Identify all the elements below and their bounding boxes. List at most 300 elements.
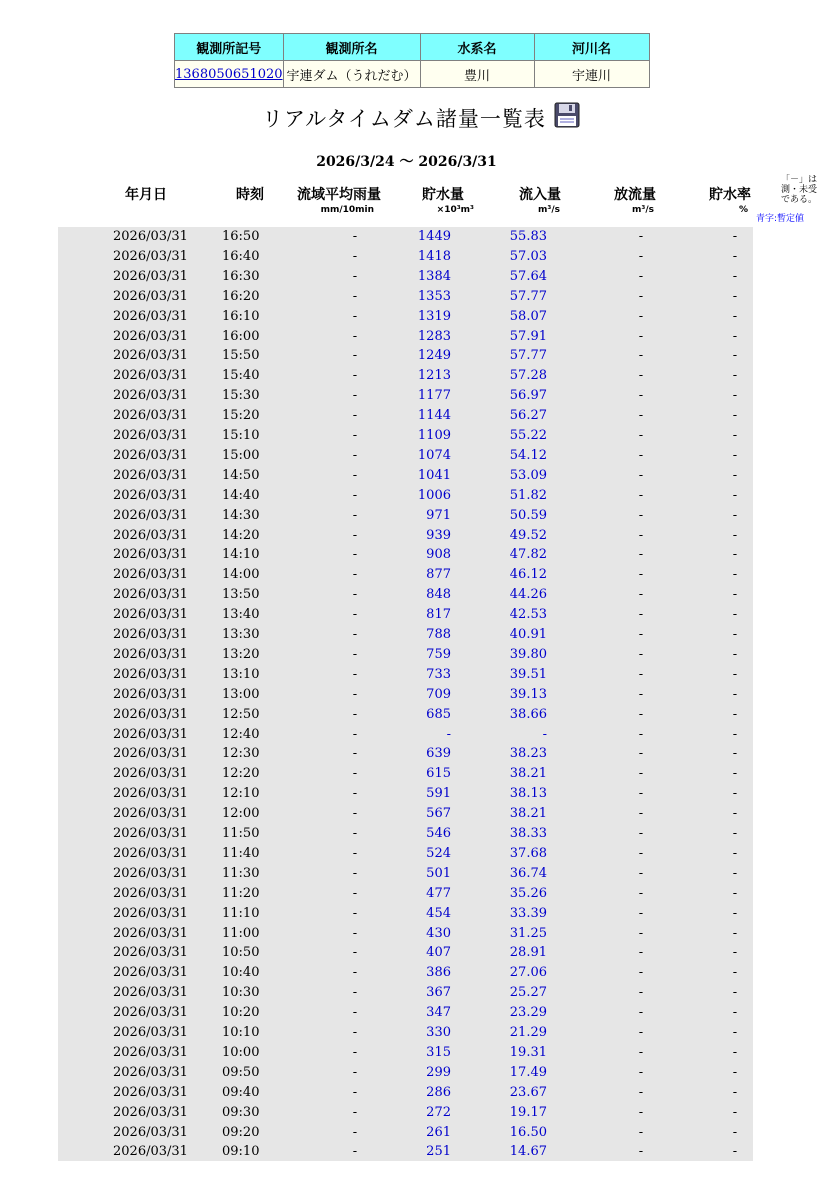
cell-date: 2026/03/31 (113, 268, 188, 284)
cell-storage: 286 (426, 1084, 451, 1100)
page-title-area (262, 100, 580, 136)
cell-rate: - (732, 1005, 738, 1021)
cell-rain: - (352, 1064, 358, 1080)
cell-inflow: 56.97 (509, 388, 547, 404)
cell-inflow: 23.29 (509, 1005, 547, 1021)
cell-inflow: 28.91 (509, 945, 547, 961)
cell-outflow: - (638, 368, 644, 384)
river-name-cell: 宇連川 (534, 61, 649, 88)
table-row (58, 1123, 753, 1143)
cell-date: 2026/03/31 (113, 467, 188, 483)
cell-storage: 1074 (417, 447, 451, 463)
cell-inflow: 57.91 (509, 328, 547, 344)
cell-outflow: - (638, 766, 644, 782)
cell-outflow: - (638, 826, 644, 841)
cell-rain: - (352, 965, 358, 981)
table-row (58, 446, 753, 466)
cell-date: 2026/03/31 (113, 607, 188, 623)
cell-outflow: - (638, 248, 644, 264)
cell-inflow: 53.09 (509, 467, 547, 483)
cell-storage: 759 (426, 646, 451, 662)
cell-storage: 272 (426, 1104, 451, 1120)
cell-storage: 454 (426, 905, 451, 921)
cell-storage: 430 (426, 925, 451, 941)
cell-time: 10:40 (222, 965, 260, 981)
table-row (58, 267, 753, 287)
cell-rain: - (352, 428, 358, 443)
cell-outflow: - (638, 507, 644, 523)
cell-inflow: 38.33 (509, 826, 547, 841)
header-inflow: 流入量 (519, 187, 561, 203)
cell-date: 2026/03/31 (113, 229, 188, 244)
cell-inflow: 54.12 (509, 447, 547, 463)
cell-outflow: - (638, 348, 644, 364)
cell-date: 2026/03/31 (113, 766, 188, 782)
cell-storage: 639 (426, 746, 451, 762)
cell-rate: - (732, 1104, 738, 1120)
cell-rain: - (352, 308, 358, 324)
cell-rain: - (352, 447, 358, 463)
cell-outflow: - (638, 547, 644, 563)
cell-outflow: - (638, 865, 644, 881)
cell-storage: 1319 (417, 308, 451, 324)
cell-date: 2026/03/31 (113, 1124, 188, 1140)
cell-time: 09:20 (222, 1124, 260, 1140)
cell-date: 2026/03/31 (113, 686, 188, 702)
cell-rate: - (732, 865, 738, 881)
table-row (58, 307, 753, 327)
cell-rain: - (352, 766, 358, 782)
table-row (58, 725, 753, 745)
legend-note-line: である。 (781, 195, 817, 205)
cell-outflow: - (638, 845, 644, 861)
cell-inflow: 31.25 (509, 925, 547, 941)
cell-date: 2026/03/31 (113, 1144, 188, 1160)
table-row (58, 346, 753, 366)
cell-outflow: - (638, 567, 644, 583)
cell-date: 2026/03/31 (113, 826, 188, 841)
cell-date: 2026/03/31 (113, 328, 188, 344)
station-code-link[interactable]: 1368050651020 (175, 66, 283, 82)
cell-date: 2026/03/31 (113, 945, 188, 961)
cell-time: 13:10 (222, 666, 260, 682)
cell-storage: 1177 (417, 388, 451, 404)
cell-inflow: 38.66 (509, 706, 547, 722)
cell-rate: - (732, 885, 738, 901)
cell-date: 2026/03/31 (113, 726, 188, 742)
cell-time: 15:00 (222, 447, 260, 463)
cell-outflow: - (638, 746, 644, 762)
table-row (58, 963, 753, 983)
cell-rain: - (352, 706, 358, 722)
table-row (58, 1043, 753, 1063)
table-row (58, 924, 753, 944)
cell-storage: 1213 (417, 368, 451, 384)
cell-storage: 330 (426, 1025, 451, 1040)
cell-rain: - (352, 885, 358, 901)
cell-time: 11:10 (222, 905, 260, 921)
cell-outflow: - (638, 806, 644, 822)
cell-time: 16:40 (222, 248, 260, 264)
table-row (58, 287, 753, 307)
station-name-header: 観測所名 (283, 34, 420, 61)
cell-inflow: 35.26 (509, 885, 547, 901)
cell-time: 10:10 (222, 1025, 260, 1040)
cell-date: 2026/03/31 (113, 587, 188, 603)
table-row (58, 366, 753, 386)
cell-storage: 817 (426, 607, 451, 623)
cell-rain: - (352, 627, 358, 642)
cell-time: 12:00 (222, 806, 260, 822)
cell-rate: - (732, 288, 738, 304)
cell-storage: 939 (426, 527, 451, 543)
cell-outflow: - (638, 328, 644, 344)
cell-rate: - (732, 607, 738, 623)
cell-rain: - (352, 905, 358, 921)
cell-outflow: - (638, 666, 644, 682)
table-row (58, 983, 753, 1003)
cell-date: 2026/03/31 (113, 487, 188, 503)
cell-date: 2026/03/31 (113, 885, 188, 901)
table-row (58, 665, 753, 685)
cell-date: 2026/03/31 (113, 1044, 188, 1060)
cell-inflow: 39.80 (509, 646, 547, 662)
cell-storage: 546 (426, 826, 451, 841)
cell-outflow: - (638, 925, 644, 941)
cell-inflow: 46.12 (509, 567, 547, 583)
cell-inflow: 21.29 (509, 1025, 547, 1040)
cell-rain: - (352, 726, 358, 742)
cell-outflow: - (638, 1124, 644, 1140)
cell-rate: - (732, 666, 738, 682)
cell-rain: - (352, 945, 358, 961)
legend-note (781, 175, 817, 205)
cell-time: 16:20 (222, 288, 260, 304)
table-row (58, 466, 753, 486)
cell-rain: - (352, 487, 358, 503)
cell-rain: - (352, 1084, 358, 1100)
cell-outflow: - (638, 447, 644, 463)
cell-time: 11:40 (222, 845, 260, 861)
save-floppy-icon[interactable] (554, 102, 580, 128)
cell-rate: - (732, 1124, 738, 1140)
river-name-header: 河川名 (534, 34, 649, 61)
cell-inflow: 23.67 (509, 1084, 547, 1100)
cell-date: 2026/03/31 (113, 925, 188, 941)
cell-date: 2026/03/31 (113, 527, 188, 543)
table-row (58, 327, 753, 347)
unit-inflow: m³/s (538, 205, 560, 215)
cell-rain: - (352, 348, 358, 364)
cell-date: 2026/03/31 (113, 706, 188, 722)
cell-rate: - (732, 905, 738, 921)
cell-inflow: 39.51 (509, 666, 547, 682)
cell-time: 09:40 (222, 1084, 260, 1100)
cell-storage: - (446, 726, 451, 742)
cell-rain: - (352, 806, 358, 822)
cell-rain: - (352, 368, 358, 384)
cell-outflow: - (638, 786, 644, 802)
cell-inflow: 42.53 (509, 607, 547, 623)
cell-storage: 1283 (417, 328, 451, 344)
table-row (58, 406, 753, 426)
table-row (58, 1023, 753, 1043)
cell-time: 12:50 (222, 706, 260, 722)
period-range: 2026/3/24 〜 2026/3/31 (316, 154, 497, 170)
cell-inflow: 40.91 (509, 627, 547, 642)
cell-storage: 347 (426, 1005, 451, 1021)
station-code-header: 観測所記号 (175, 34, 284, 61)
table-row (58, 764, 753, 784)
cell-outflow: - (638, 985, 644, 1001)
cell-storage: 709 (426, 686, 451, 702)
cell-rate: - (732, 428, 738, 443)
cell-storage: 591 (426, 786, 451, 802)
cell-rate: - (732, 348, 738, 364)
table-row (58, 1083, 753, 1103)
cell-inflow: 33.39 (509, 905, 547, 921)
cell-rain: - (352, 507, 358, 523)
cell-rate: - (732, 447, 738, 463)
table-row (58, 904, 753, 924)
station-info-header-row (175, 34, 650, 61)
cell-outflow: - (638, 587, 644, 603)
cell-time: 09:10 (222, 1144, 260, 1160)
cell-rain: - (352, 547, 358, 563)
table-row (58, 784, 753, 804)
table-row (58, 804, 753, 824)
cell-outflow: - (638, 1064, 644, 1080)
cell-rate: - (732, 268, 738, 284)
cell-outflow: - (638, 487, 644, 503)
cell-rain: - (352, 1124, 358, 1140)
cell-rain: - (352, 288, 358, 304)
cell-inflow: 58.07 (509, 308, 547, 324)
cell-storage: 685 (426, 706, 451, 722)
cell-rate: - (732, 388, 738, 404)
cell-outflow: - (638, 945, 644, 961)
legend-note-line: 測・未受 (781, 185, 817, 195)
cell-date: 2026/03/31 (113, 348, 188, 364)
header-time: 時刻 (236, 187, 264, 203)
cell-outflow: - (638, 467, 644, 483)
cell-outflow: - (638, 388, 644, 404)
cell-rate: - (732, 746, 738, 762)
cell-time: 10:30 (222, 985, 260, 1001)
cell-time: 15:10 (222, 428, 260, 443)
cell-time: 14:50 (222, 467, 260, 483)
cell-outflow: - (638, 1005, 644, 1021)
cell-rain: - (352, 1044, 358, 1060)
cell-date: 2026/03/31 (113, 368, 188, 384)
cell-date: 2026/03/31 (113, 1025, 188, 1040)
cell-storage: 367 (426, 985, 451, 1001)
cell-date: 2026/03/31 (113, 1084, 188, 1100)
cell-date: 2026/03/31 (113, 865, 188, 881)
cell-outflow: - (638, 408, 644, 424)
cell-rain: - (352, 1005, 358, 1021)
table-row (58, 486, 753, 506)
cell-storage: 1041 (417, 467, 451, 483)
cell-time: 16:10 (222, 308, 260, 324)
cell-storage: 615 (426, 766, 451, 782)
cell-time: 15:50 (222, 348, 260, 364)
cell-rain: - (352, 786, 358, 802)
table-row (58, 645, 753, 665)
cell-time: 09:30 (222, 1104, 260, 1120)
cell-inflow: 38.21 (509, 806, 547, 822)
cell-storage: 407 (426, 945, 451, 961)
cell-rain: - (352, 248, 358, 264)
cell-inflow: 14.67 (509, 1144, 547, 1160)
cell-time: 10:50 (222, 945, 260, 961)
cell-time: 14:10 (222, 547, 260, 563)
cell-date: 2026/03/31 (113, 1005, 188, 1021)
cell-rate: - (732, 229, 738, 244)
cell-date: 2026/03/31 (113, 806, 188, 822)
cell-rain: - (352, 646, 358, 662)
station-code-cell (175, 61, 284, 88)
cell-rate: - (732, 507, 738, 523)
cell-inflow: 57.03 (509, 248, 547, 264)
cell-rain: - (352, 388, 358, 404)
header-storage: 貯水量 (422, 187, 464, 203)
cell-date: 2026/03/31 (113, 1104, 188, 1120)
cell-rate: - (732, 646, 738, 662)
cell-date: 2026/03/31 (113, 408, 188, 424)
cell-storage: 477 (426, 885, 451, 901)
cell-date: 2026/03/31 (113, 428, 188, 443)
table-row (58, 605, 753, 625)
cell-inflow: 27.06 (509, 965, 547, 981)
header-rate: 貯水率 (709, 187, 751, 203)
cell-date: 2026/03/31 (113, 646, 188, 662)
cell-storage: 1109 (417, 428, 451, 443)
data-table (58, 227, 753, 1161)
cell-storage: 567 (426, 806, 451, 822)
cell-outflow: - (638, 288, 644, 304)
cell-rate: - (732, 925, 738, 941)
cell-rate: - (732, 826, 738, 841)
header-rain: 流域平均雨量 (297, 187, 381, 203)
table-row (58, 705, 753, 725)
table-row (58, 1063, 753, 1083)
unit-rate: % (738, 205, 748, 215)
cell-inflow: 56.27 (509, 408, 547, 424)
table-row (58, 526, 753, 546)
cell-date: 2026/03/31 (113, 547, 188, 563)
cell-storage: 1449 (417, 229, 451, 244)
cell-outflow: - (638, 905, 644, 921)
cell-rate: - (732, 567, 738, 583)
cell-date: 2026/03/31 (113, 288, 188, 304)
cell-time: 14:40 (222, 487, 260, 503)
table-row (58, 625, 753, 645)
cell-storage: 1353 (417, 288, 451, 304)
cell-time: 11:30 (222, 865, 260, 881)
cell-date: 2026/03/31 (113, 388, 188, 404)
cell-storage: 386 (426, 965, 451, 981)
table-row (58, 506, 753, 526)
cell-storage: 1249 (417, 348, 451, 364)
water-system-cell: 豊川 (420, 61, 534, 88)
cell-rate: - (732, 627, 738, 642)
cell-inflow: 57.77 (509, 348, 547, 364)
table-row (58, 227, 753, 247)
cell-date: 2026/03/31 (113, 746, 188, 762)
cell-rate: - (732, 985, 738, 1001)
table-row (58, 386, 753, 406)
cell-date: 2026/03/31 (113, 985, 188, 1001)
cell-inflow: 55.22 (509, 428, 547, 443)
cell-outflow: - (638, 627, 644, 642)
cell-rate: - (732, 587, 738, 603)
cell-inflow: 17.49 (509, 1064, 547, 1080)
cell-rain: - (352, 587, 358, 603)
cell-storage: 261 (426, 1124, 451, 1140)
cell-time: 11:20 (222, 885, 260, 901)
cell-inflow: 36.74 (509, 865, 547, 881)
cell-outflow: - (638, 646, 644, 662)
table-row (58, 685, 753, 705)
cell-rain: - (352, 826, 358, 841)
cell-time: 13:20 (222, 646, 260, 662)
cell-outflow: - (638, 1084, 644, 1100)
cell-outflow: - (638, 686, 644, 702)
cell-inflow: 55.83 (509, 229, 547, 244)
table-row (58, 565, 753, 585)
cell-storage: 524 (426, 845, 451, 861)
cell-outflow: - (638, 308, 644, 324)
table-row (58, 1103, 753, 1123)
cell-rain: - (352, 666, 358, 682)
cell-storage: 788 (426, 627, 451, 642)
cell-time: 13:00 (222, 686, 260, 702)
cell-rate: - (732, 1084, 738, 1100)
table-row (58, 943, 753, 963)
cell-time: 14:20 (222, 527, 260, 543)
cell-rain: - (352, 985, 358, 1001)
cell-inflow: 39.13 (509, 686, 547, 702)
cell-rain: - (352, 229, 358, 244)
cell-inflow: 19.17 (509, 1104, 547, 1120)
table-row (58, 247, 753, 267)
cell-date: 2026/03/31 (113, 567, 188, 583)
cell-rate: - (732, 766, 738, 782)
table-row (58, 1003, 753, 1023)
cell-inflow: 51.82 (509, 487, 547, 503)
cell-rain: - (352, 408, 358, 424)
page-title: リアルタイムダム諸量一覧表 (262, 107, 546, 131)
cell-rate: - (732, 467, 738, 483)
table-row (58, 585, 753, 605)
cell-date: 2026/03/31 (113, 845, 188, 861)
cell-time: 09:50 (222, 1064, 260, 1080)
cell-rain: - (352, 527, 358, 543)
station-name-cell: 宇連ダム（うれだむ） (283, 61, 420, 88)
cell-rain: - (352, 1104, 358, 1120)
cell-time: 10:00 (222, 1044, 260, 1060)
unit-outflow: m³/s (632, 205, 654, 215)
cell-outflow: - (638, 706, 644, 722)
cell-rain: - (352, 925, 358, 941)
table-row (58, 844, 753, 864)
cell-inflow: 57.77 (509, 288, 547, 304)
cell-time: 14:00 (222, 567, 260, 583)
cell-time: 16:50 (222, 229, 260, 244)
cell-storage: 315 (426, 1044, 451, 1060)
station-info-table (174, 33, 650, 88)
